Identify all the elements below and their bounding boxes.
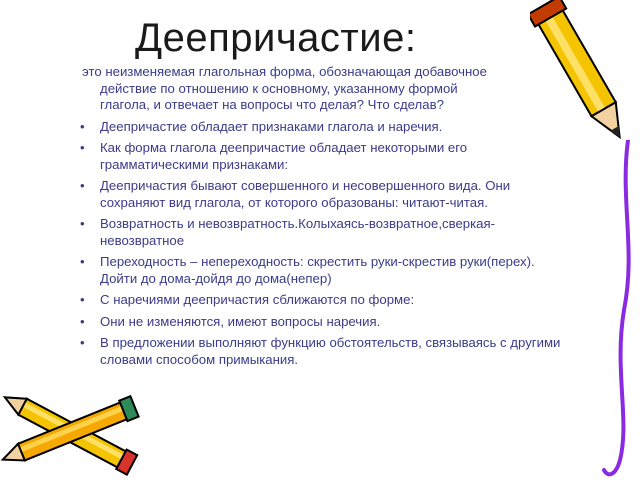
bullet-icon: • bbox=[80, 254, 85, 269]
intro-line-1: это неизменяемая глагольная форма, обозначающая добавочное bbox=[82, 64, 487, 79]
bullet-icon: • bbox=[80, 216, 85, 231]
bullet-icon: • bbox=[80, 118, 85, 134]
list-item-text: Деепричастие обладает признаками глагола и наречия. bbox=[100, 118, 443, 134]
list-item-text: Как форма глагола деепричастие обладает некоторыми его грамматическими признаками: bbox=[100, 140, 468, 172]
points-list bbox=[78, 119, 574, 369]
list-item bbox=[78, 254, 574, 287]
list-item bbox=[78, 216, 574, 249]
slide-title: Деепричастие: bbox=[135, 16, 417, 60]
bullet-icon: • bbox=[80, 292, 85, 307]
list-item bbox=[78, 119, 574, 136]
list-item-text: В предложении выполняют функцию обстоятельств, связываясь с другими словами способом примыкания. bbox=[100, 335, 561, 367]
bullet-icon: • bbox=[80, 335, 85, 350]
list-item bbox=[78, 314, 574, 331]
list-item-text: С наречиями деепричастия сближаются по форме: bbox=[100, 292, 415, 307]
bullet-icon: • bbox=[80, 140, 85, 155]
list-item-text: Они не изменяются, имеют вопросы наречия. bbox=[100, 313, 381, 329]
list-item bbox=[78, 292, 574, 309]
intro-line-3: глагола, и отвечает на вопросы что делая? Что сделав? bbox=[100, 97, 444, 112]
intro-line-2: действие по отношению к основному, указанному формой bbox=[100, 80, 458, 96]
bullet-icon: • bbox=[80, 178, 85, 193]
list-item-text: Переходность – непереходность: скрестить руки-скрестив руки(перех). Дойти до дома-дойдя до дома(непер) bbox=[100, 254, 535, 286]
purple-swirl-line bbox=[590, 140, 640, 480]
crossed-pencils-icon bbox=[0, 378, 150, 480]
list-item-text: Деепричастия бывают совершенного и несовершенного вида. Они сохраняют вид глагола, от которого образованы: читают-читая. bbox=[100, 178, 511, 210]
list-item bbox=[78, 140, 574, 173]
bullet-icon: • bbox=[80, 313, 85, 329]
list-item bbox=[78, 178, 574, 211]
slide-content bbox=[78, 64, 574, 373]
pencil-icon bbox=[530, 0, 640, 150]
list-item-text: Возвратность и невозвратность.Колыхаясь-возвратное,сверкая-невозвратное bbox=[100, 216, 496, 248]
intro-text bbox=[82, 64, 574, 114]
list-item bbox=[78, 335, 574, 368]
